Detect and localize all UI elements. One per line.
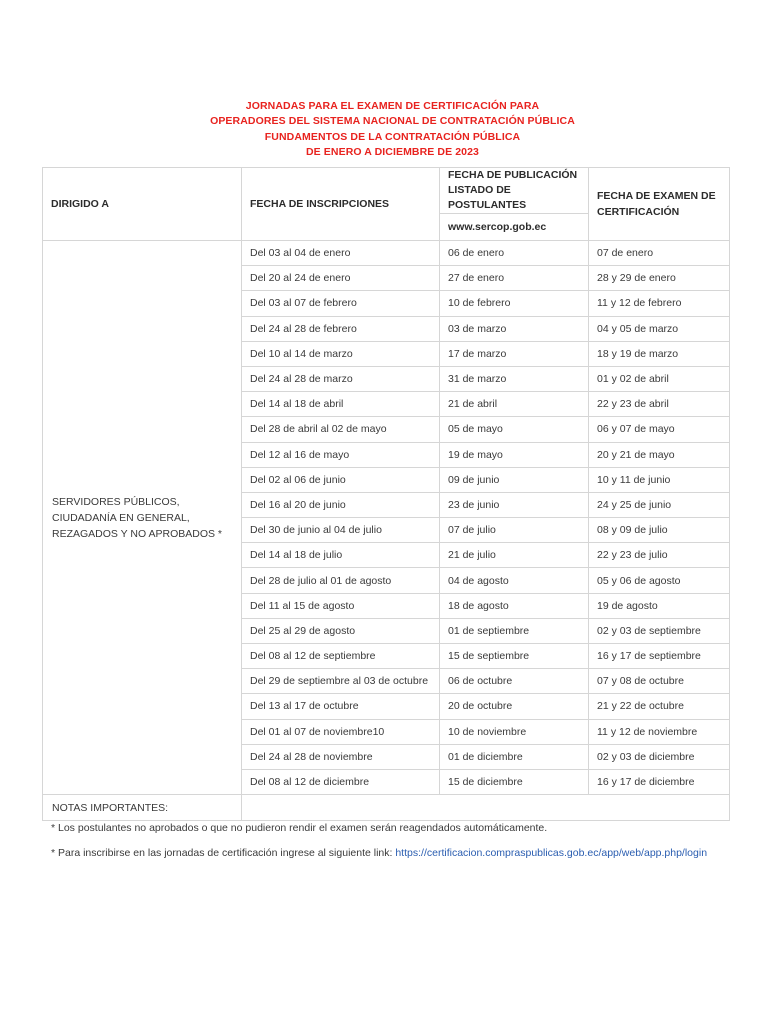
inscripcion-cell: Del 08 al 12 de diciembre: [242, 769, 440, 794]
examen-cell: 07 de enero: [589, 241, 730, 266]
table-body: [43, 241, 730, 821]
inscripcion-cell: Del 28 de julio al 01 de agosto: [242, 568, 440, 593]
publicacion-cell: 05 de mayo: [440, 417, 589, 442]
publicacion-cell: 19 de mayo: [440, 442, 589, 467]
publicacion-cell: 06 de enero: [440, 241, 589, 266]
inscripcion-cell: Del 20 al 24 de enero: [242, 266, 440, 291]
inscripcion-cell: Del 14 al 18 de abril: [242, 392, 440, 417]
schedule-table: [42, 167, 730, 821]
examen-cell: 16 y 17 de septiembre: [589, 644, 730, 669]
examen-cell: 24 y 25 de junio: [589, 492, 730, 517]
header-publicacion: FECHA DE PUBLICACIÓN LISTADO DE POSTULANTES: [440, 168, 589, 214]
certification-link[interactable]: https://certificacion.compraspublicas.gob.ec/app/web/app.php/login: [395, 847, 708, 859]
examen-cell: 11 y 12 de noviembre: [589, 719, 730, 744]
document-title: [0, 99, 768, 160]
table-row: [43, 241, 730, 266]
publicacion-cell: 17 de marzo: [440, 341, 589, 366]
inscripcion-cell: Del 03 al 07 de febrero: [242, 291, 440, 316]
examen-cell: 02 y 03 de diciembre: [589, 744, 730, 769]
title-line: DE ENERO A DICIEMBRE DE 2023: [306, 145, 479, 158]
examen-cell: 22 y 23 de abril: [589, 392, 730, 417]
notes-label: NOTAS IMPORTANTES:: [43, 795, 242, 821]
examen-cell: 19 de agosto: [589, 593, 730, 618]
publicacion-cell: 03 de marzo: [440, 316, 589, 341]
publicacion-cell: 01 de septiembre: [440, 618, 589, 643]
title-line: FUNDAMENTOS DE LA CONTRATACIÓN PÚBLICA: [264, 130, 521, 143]
examen-cell: 01 y 02 de abril: [589, 366, 730, 391]
publicacion-cell: 23 de junio: [440, 492, 589, 517]
examen-cell: 02 y 03 de septiembre: [589, 618, 730, 643]
inscripcion-cell: Del 16 al 20 de junio: [242, 492, 440, 517]
examen-cell: 07 y 08 de octubre: [589, 669, 730, 694]
examen-cell: 08 y 09 de julio: [589, 518, 730, 543]
publicacion-cell: 04 de agosto: [440, 568, 589, 593]
inscripcion-cell: Del 24 al 28 de marzo: [242, 366, 440, 391]
publicacion-cell: 21 de julio: [440, 543, 589, 568]
publicacion-cell: 18 de agosto: [440, 593, 589, 618]
examen-cell: 21 y 22 de octubre: [589, 694, 730, 719]
examen-cell: 28 y 29 de enero: [589, 266, 730, 291]
inscripcion-cell: Del 14 al 18 de julio: [242, 543, 440, 568]
publicacion-cell: 20 de octubre: [440, 694, 589, 719]
header-publicacion-site: www.sercop.gob.ec: [440, 214, 589, 241]
inscripcion-cell: Del 13 al 17 de octubre: [242, 694, 440, 719]
inscripcion-cell: Del 30 de junio al 04 de julio: [242, 518, 440, 543]
publicacion-cell: 09 de junio: [440, 467, 589, 492]
dirigido-cell: SERVIDORES PÚBLICOS, CIUDADANÍA EN GENERAL, REZAGADOS Y NO APROBADOS *: [43, 241, 242, 795]
inscripcion-cell: Del 10 al 14 de marzo: [242, 341, 440, 366]
inscripcion-cell: Del 24 al 28 de febrero: [242, 316, 440, 341]
inscripcion-cell: Del 12 al 16 de mayo: [242, 442, 440, 467]
publicacion-cell: 21 de abril: [440, 392, 589, 417]
publicacion-cell: 01 de diciembre: [440, 744, 589, 769]
publicacion-cell: 15 de diciembre: [440, 769, 589, 794]
publicacion-cell: 10 de noviembre: [440, 719, 589, 744]
publicacion-cell: 07 de julio: [440, 518, 589, 543]
publicacion-cell: 06 de octubre: [440, 669, 589, 694]
inscripcion-cell: Del 11 al 15 de agosto: [242, 593, 440, 618]
examen-cell: 11 y 12 de febrero: [589, 291, 730, 316]
inscripcion-cell: Del 01 al 07 de noviembre10: [242, 719, 440, 744]
title-line: OPERADORES DEL SISTEMA NACIONAL DE CONTRATACIÓN PÚBLICA: [210, 115, 575, 128]
inscripcion-cell: Del 24 al 28 de noviembre: [242, 744, 440, 769]
note-inscripcion: [51, 847, 707, 859]
header-dirigido: DIRIGIDO A: [43, 168, 242, 241]
inscripcion-cell: Del 02 al 06 de junio: [242, 467, 440, 492]
inscripcion-cell: Del 25 al 29 de agosto: [242, 618, 440, 643]
header-inscripciones: FECHA DE INSCRIPCIONES: [242, 168, 440, 241]
examen-cell: 16 y 17 de diciembre: [589, 769, 730, 794]
examen-cell: 06 y 07 de mayo: [589, 417, 730, 442]
examen-cell: 05 y 06 de agosto: [589, 568, 730, 593]
inscripcion-cell: Del 29 de septiembre al 03 de octubre: [242, 669, 440, 694]
title-line: JORNADAS PARA EL EXAMEN DE CERTIFICACIÓN PARA: [245, 100, 540, 112]
publicacion-cell: 10 de febrero: [440, 291, 589, 316]
examen-cell: 10 y 11 de junio: [589, 467, 730, 492]
publicacion-cell: 27 de enero: [440, 266, 589, 291]
examen-cell: 20 y 21 de mayo: [589, 442, 730, 467]
notes-row: [43, 795, 730, 821]
header-examen: FECHA DE EXAMEN DE CERTIFICACIÓN: [589, 168, 730, 241]
examen-cell: 22 y 23 de julio: [589, 543, 730, 568]
inscripcion-cell: Del 28 de abril al 02 de mayo: [242, 417, 440, 442]
inscripcion-cell: Del 03 al 04 de enero: [242, 241, 440, 266]
examen-cell: 18 y 19 de marzo: [589, 341, 730, 366]
note-inscripcion-text: * Para inscribirse en las jornadas de certificación ingrese al siguiente link:: [51, 847, 396, 859]
inscripcion-cell: Del 08 al 12 de septiembre: [242, 644, 440, 669]
notes-empty-cell: [242, 795, 730, 821]
examen-cell: 04 y 05 de marzo: [589, 316, 730, 341]
note-reagendados: * Los postulantes no aprobados o que no pudieron rendir el examen serán reagendados automáticamente.: [51, 822, 548, 834]
publicacion-cell: 31 de marzo: [440, 366, 589, 391]
publicacion-cell: 15 de septiembre: [440, 644, 589, 669]
